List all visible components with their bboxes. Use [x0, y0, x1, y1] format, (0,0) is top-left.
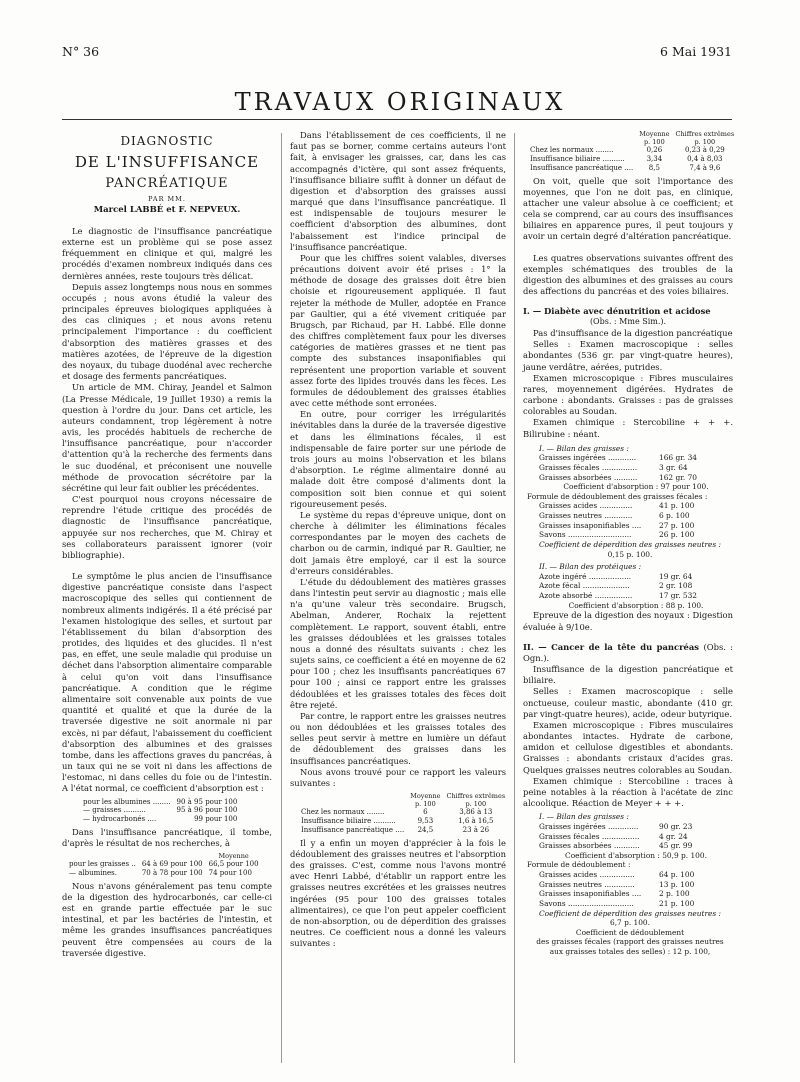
bilan-graisses-2: I. — Bilan des graisses : Graisses ingérées ............. 90 gr. 23 Graisses fécales ................ 4 gr. 24 Graisses absorbées ........... 45 gr. 99 Coefficient d'absorption : 50,9 p. 100. [539, 812, 733, 860]
page-header [62, 44, 732, 62]
list-item: Graisses absorbées ........... 45 gr. 99 [539, 841, 693, 851]
paragraph: C'est pourquoi nous croyons nécessaire de reprendre l'étude critique des procédés de diagnostic de l'insuffisance pancréatique, appuyée sur nos recherches, que M. Chiray et ses collaborateurs paraissent ignorer (voir bibliographie). [62, 494, 272, 560]
paragraph: On voit, quelle que soit l'importance des moyennes, que l'on ne doit pas, en clinique, attacher une valeur absolue à ce coefficient; et cela se comprend, car au cours des insuffisances biliaires en apparence pures, il peut toujours y avoir un certain degré d'altération pancréatique. [523, 175, 733, 242]
paragraph: En outre, pour corriger les irrégularités inévitables dans la durée de la traversée digestive et dans les éliminations fécales, il est indispensable de faire porter sur une période de trois jours au moins l'observation et les bilans d'absorption. Le régime alimentaire donné au malade doit être composé d'aliments dont la composition soit bien connue et qui soient rigoureusement pesés. [290, 409, 506, 509]
paragraph: Pas d'insuffisance de la digestion pancréatique [533, 328, 733, 339]
paragraph: Il y a enfin un moyen d'apprécier à la fois le dédoublement des graisses neutres et l'absorption des graisses. C'est, comme nous l'avons montré avec Henri Labbé, d'établir un rapport entre les graisses neutres excrétées et les graisses neutres ingérées (95 pour 100 des graisses totales alimentaires), ce que l'on peut appeler coefficient de non-absorption, ou de déperdition des graisses neutres. Ce coefficient nous a donné les valeurs suivantes : [290, 837, 506, 949]
deperdition-table: Moyenne Chiffres extrêmes p. 100 p. 100 Chez les normaux ........ 0,26 0,23 à 0,29 Insuffisance biliaire .......... 3,34 0,4 à 8,03 Insuffisance pancréatique .... 8,5 7,4 à 9,6 [527, 130, 737, 173]
formule-dedoublement-2: Formule de dédoublement : Graisses acides ............... 64 p. 100 Graisses neutres ............. 13 p. 100 Graisses insaponifiables .... 2 p. 100 Savons ............................ 21 p. 100 Coefficient de déperdition des graisses neutres : 6,7 p. 100. Coefficient de dédoublement des graisses fécales (rapport des graisses neutres aux graisses totales des selles) : 12 p. 100, [527, 860, 733, 956]
table-row: Insuffisance pancréatique .... 24,5 23 à 26 [301, 825, 490, 834]
formule-dedoublement-1: Formule de dédoublement des graisses fécales : Graisses acides .............. 41 p. 100 Graisses neutres ............ 6 p. 100 Graisses insaponifiables .... 27 p. 100 Savons ........................... 26 p. 100 Coefficient de déperdition des graisses neutres : 0,15 p. 100. [527, 492, 733, 559]
list-item: Graisses fécales ................ 4 gr. 24 [539, 831, 688, 841]
list-item: Graisses insaponifiables .... 2 p. 100 [539, 889, 690, 899]
article-authors: Marcel LABBÉ et F. NEPVEUX. [93, 204, 241, 215]
paragraph: Examen microscopique : Fibres musculaires rares, moyennement digérées. Hydrates de carbone : abondants. Graisses : pas de graisses colorables au Soudan. [523, 372, 733, 417]
paragraph: L'étude du dédoublement des matières grasses dans l'intestin peut servir au diagnostic ; mais elle n'a qu'une valeur très secondaire. Brugsch, Abelman, Anderer, Rochaix la rejettent complètement. Le rapport, souvent établi, entre les graisses dédoublées et les graisses totales nous a donné des résultats suivants : chez les sujets sains, ce coefficient a été en moyenne de 62 pour 100 ; chez les insuffisants pancréatiques 67 pour 100 ; ainsi ce rapport entre les graisses dédoublées et les graisses totales des fèces doit être rejeté. [290, 576, 506, 710]
observation-1-title: I. — Diabète avec dénutrition et acidose [523, 306, 711, 317]
table-row: — albumines. 70 à 78 pour 100 74 pour 100 [69, 869, 252, 877]
paragraph: Par contre, le rapport entre les graisses neutres ou non dédoublées et les graisses totales des selles peut servir à mettre en lumière un défaut de dédoublement des graisses dans les insuffisances pancréatiques. [290, 710, 506, 766]
table-row: Chez les normaux ........ 6 3,86 à 13 [301, 808, 493, 817]
absorption-table [80, 798, 240, 824]
paragraph: Epreuve de la digestion des noyaux : Digestion évaluée à 9/10e. [523, 610, 733, 632]
list-item: Savons ............................ 21 p. 100 [539, 898, 695, 908]
paragraph: Depuis assez longtemps nous nous en sommes occupés ; nous avons étudié la valeur des principales épreuves biologiques appliquées à des cas cliniques ; et nous avons retenu principalement l'importance : du coefficient d'absorption des matières grasses et des matières azotées, de l'épreuve de la digestion des noyaux, du tubage duodénal avec recherche et dosage des ferments pancréatiques. [62, 281, 272, 382]
paragraph: Examen chimique : Stercobiline : traces à peine notables à la réaction à l'acétate de zinc alcoolique. Réaction de Meyer + + +. [523, 775, 733, 809]
paragraph: Examen microscopique : Fibres musculaires abondantes intactes. Hydrate de carbone, amidon et cellulose digestibles et abondants. Graisses : abondants cristaux d'acides gras. Quelques graisses neutres colorables au Soudan. [523, 719, 733, 775]
table-row: Insuffisance pancréatique .... 8,5 7,4 à 9,6 [530, 163, 721, 172]
table-row: pour les albumines ........ 90 à 95 pour 100 [83, 797, 238, 806]
column-3 [523, 130, 733, 957]
table-row: — graisses .......... 95 à 96 pour 100 [83, 806, 238, 815]
paragraph: Selles : Examen macroscopique : selles abondantes (536 gr. par vingt-quatre heures), jaune verdâtre, aérées, putrides. [523, 339, 733, 372]
issue-date: 6 Mai 1931 [660, 44, 732, 59]
list-item: Graisses fécales ............... 3 gr. 64 [539, 462, 688, 472]
paragraph: Les quatres observations suivantes offrent des exemples schématiques des troubles de la digestion des albumines et des graisses au cours des affections du pancréas et des voies biliaires. [523, 252, 733, 297]
section-title: TRAVAUX ORIGINAUX [234, 88, 566, 116]
list-item: Graisses neutres ............ 6 p. 100 [539, 511, 690, 521]
paragraph: Nous n'avons généralement pas tenu compte de la digestion des hydrocarbonés, car celle-ci est en grande partie effectuée par le suc intestinal, et par les bactéries de l'intestin, et même les grandes insuffisances pancréatiques peuvent être compensées au cours de la traversée digestive. [62, 880, 272, 958]
list-item: Graisses acides .............. 41 p. 100 [539, 501, 695, 511]
paragraph: Un article de MM. Chiray, Jeandel et Salmon (La Presse Médicale, 19 Juillet 1930) a remis la question à l'ordre du jour. Dans cet article, les auteurs condamnent, trop légèrement à notre avis, les procédés habituels de recherche de l'insuffisance pancréatique, pour n'accorder d'attention qu'à la recherche des ferments dans le suc duodénal, et préconisent une nouvelle méthode de provocation sécrétoire par la sécrétine qui leur fait oublier les précédentes. [62, 382, 272, 493]
article-par: PAR MM. [148, 195, 186, 203]
bilan-proteiques: II. — Bilan des protéiques : Azote ingéré .................. 19 gr. 64 Azote fécal .................... 2 gr. 108 Azote absorbé ................ 17 gr. 532 Coefficient d'absorption : 88 p. 100. [539, 562, 733, 610]
list-item: Graisses acides ............... 64 p. 100 [539, 870, 695, 880]
paragraph: Examen chimique : Stercobiline + + +. Bilirubine : néant. [523, 417, 733, 439]
paragraph: Le symptôme le plus ancien de l'insuffisance digestive pancréatique consiste dans l'aspect macroscopique des selles qui contiennent de nombreux aliments indigérés. Il a été précisé par l'examen histologique des selles, et surtout par l'établissement du bilan d'absorption des protides, des liquides et des glucides. Il n'est pas, en effet, une seule maladie qui produise un déchet dans l'absorption alimentaire comparable à celui qu'on voit dans l'insuffisance pancréatique. A condition que le régime alimentaire soit convenable aux points de vue quantité et qualité et que la durée de la traversée digestive ne soit anormale ni par excès, ni par défaut, l'abaissement du coefficient d'absorption des albumines et des graisses tombe, dans les affections graves du pancréas, à un taux qui ne se voit ni dans les affections de l'estomac, ni dans celles du foie ou de l'intestin. A l'état normal, ce coefficient d'absorption est : [62, 571, 272, 794]
article-title-line3: PANCRÉATIQUE [105, 175, 229, 191]
paragraph: Le diagnostic de l'insuffisance pancréatique externe est un problème qui se pose assez fréquemment en clinique et qui, malgré les procédés d'examen nombreux indiqués dans ces dernières années, reste toujours très délicat. [62, 225, 272, 281]
paragraph: Dans l'insuffisance pancréatique, il tombe, d'après le résultat de nos recherches, à [62, 826, 272, 848]
column-1 [62, 130, 272, 959]
column-divider [514, 133, 515, 1063]
table-row: Insuffisance biliaire .......... 9,53 1,6 à 16,5 [301, 817, 494, 826]
ratio-table: Moyenne Chiffres extrêmes p. 100 p. 100 Chez les normaux ........ 6 3,86 à 13 Insuffisance biliaire .......... 9,53 1,6 à 16,5 Insuffisance pancréatique .... 24,5 23 à 26 [298, 792, 508, 835]
column-divider [281, 133, 282, 1063]
article-title-line2: DE L'INSUFFISANCE [74, 153, 260, 171]
table-row: — hydrocarbonés .... 99 pour 100 [83, 815, 238, 824]
insufficiency-table: Moyenne pour les graisses .. 64 à 69 pour 100 66,5 pour 100 — albumines. 70 à 78 pour 100 74 pour 100 [66, 852, 262, 878]
paragraph: Pour que les chiffres soient valables, diverses précautions doivent avoir été prises : 1° la méthode de dosage des graisses doit être bien choisie et rigoureusement appliquée. Il faut rejeter la méthode de Muller, adoptée en France par Gaultier, qui a été vivement critiquée par Brugsch, par Richaud, par H. Labbé. Elle donne des chiffres complètement faux pour les diverses catégories de matières grasses et ne tient pas compte des substances insaponifiables qui représentent une proportion variable et souvent assez forte des lipides trouvés dans les fèces. Les formules de dédoublement des graisses établies avec cette méthode sont erronées. [290, 252, 506, 409]
paragraph: Le système du repas d'épreuve unique, dont on cherche à délimiter les éliminations fécales correspondantes par le moyen des cachets de charbon ou de carmin, indiqué par R. Gaultier, ne doit jamais être employé, car il est la source d'erreurs considérables. [290, 509, 506, 576]
table-row: Insuffisance biliaire .......... 3,34 0,4 à 8,03 [530, 155, 723, 163]
issue-number: N° 36 [62, 44, 100, 59]
bilan-graisses-1: I. — Bilan des graisses : Graisses ingérées ............ 166 gr. 34 Graisses fécales ............... 3 gr. 64 Graisses absorbées .......... 162 gr. 70 Coefficient d'absorption : 97 pour 100. [539, 444, 733, 492]
list-item: Graisses ingérées ............. 90 gr. 23 [539, 821, 693, 831]
header-rule [62, 119, 732, 120]
paragraph: Nous avons trouvé pour ce rapport les valeurs suivantes : [290, 766, 506, 788]
list-item: Graisses absorbées .......... 162 gr. 70 [539, 472, 698, 482]
table-row: pour les graisses .. 64 à 69 pour 100 66,5 pour 100 [69, 860, 259, 869]
list-item: Graisses insaponifiables .... 27 p. 100 [539, 520, 695, 530]
observation-2-title: II. — Cancer de la tête du pancréas (Obs. : Ogn.). [523, 641, 733, 663]
list-item: Savons ........................... 26 p. 100 [539, 530, 695, 540]
table-row: Chez les normaux ........ 0,26 0,23 à 0,29 [530, 146, 725, 155]
list-item: Graisses neutres ............. 13 p. 100 [539, 879, 695, 889]
list-item: Graisses ingérées ............ 166 gr. 34 [539, 453, 698, 463]
list-item: Azote absorbé ................ 17 gr. 532 [539, 591, 698, 601]
paragraph: Selles : Examen macroscopique : selle onctueuse, couleur mastic, abondante (410 gr. par vingt-quatre heures), acide, odeur butyrique. [523, 686, 733, 719]
list-item: Azote ingéré .................. 19 gr. 64 [539, 571, 693, 581]
paragraph: Dans l'établissement de ces coefficients, il ne faut pas se borner, comme certains auteurs l'ont fait, à envisager les graisses, car, dans les cas accompagnés d'ictère, qui sont assez fréquents, l'insuffisance biliaire suffit à donner un défaut de digestion et d'absorption des graisses aussi marqué que dans l'insuffisance pancréatique. Il est indispensable de toujours mesurer le coefficient d'absorption des albumines, dont l'abaissement est l'indice principal de l'insuffisance pancréatique. [290, 130, 506, 252]
list-item: Azote fécal .................... 2 gr. 108 [539, 581, 693, 591]
paragraph: Insuffisance de la digestion pancréatique et biliaire. [523, 664, 733, 686]
column-2 [290, 130, 506, 949]
article-title-line1: DIAGNOSTIC [120, 134, 214, 148]
observation-1-subtitle: (Obs. : Mme Sim.). [589, 317, 667, 327]
